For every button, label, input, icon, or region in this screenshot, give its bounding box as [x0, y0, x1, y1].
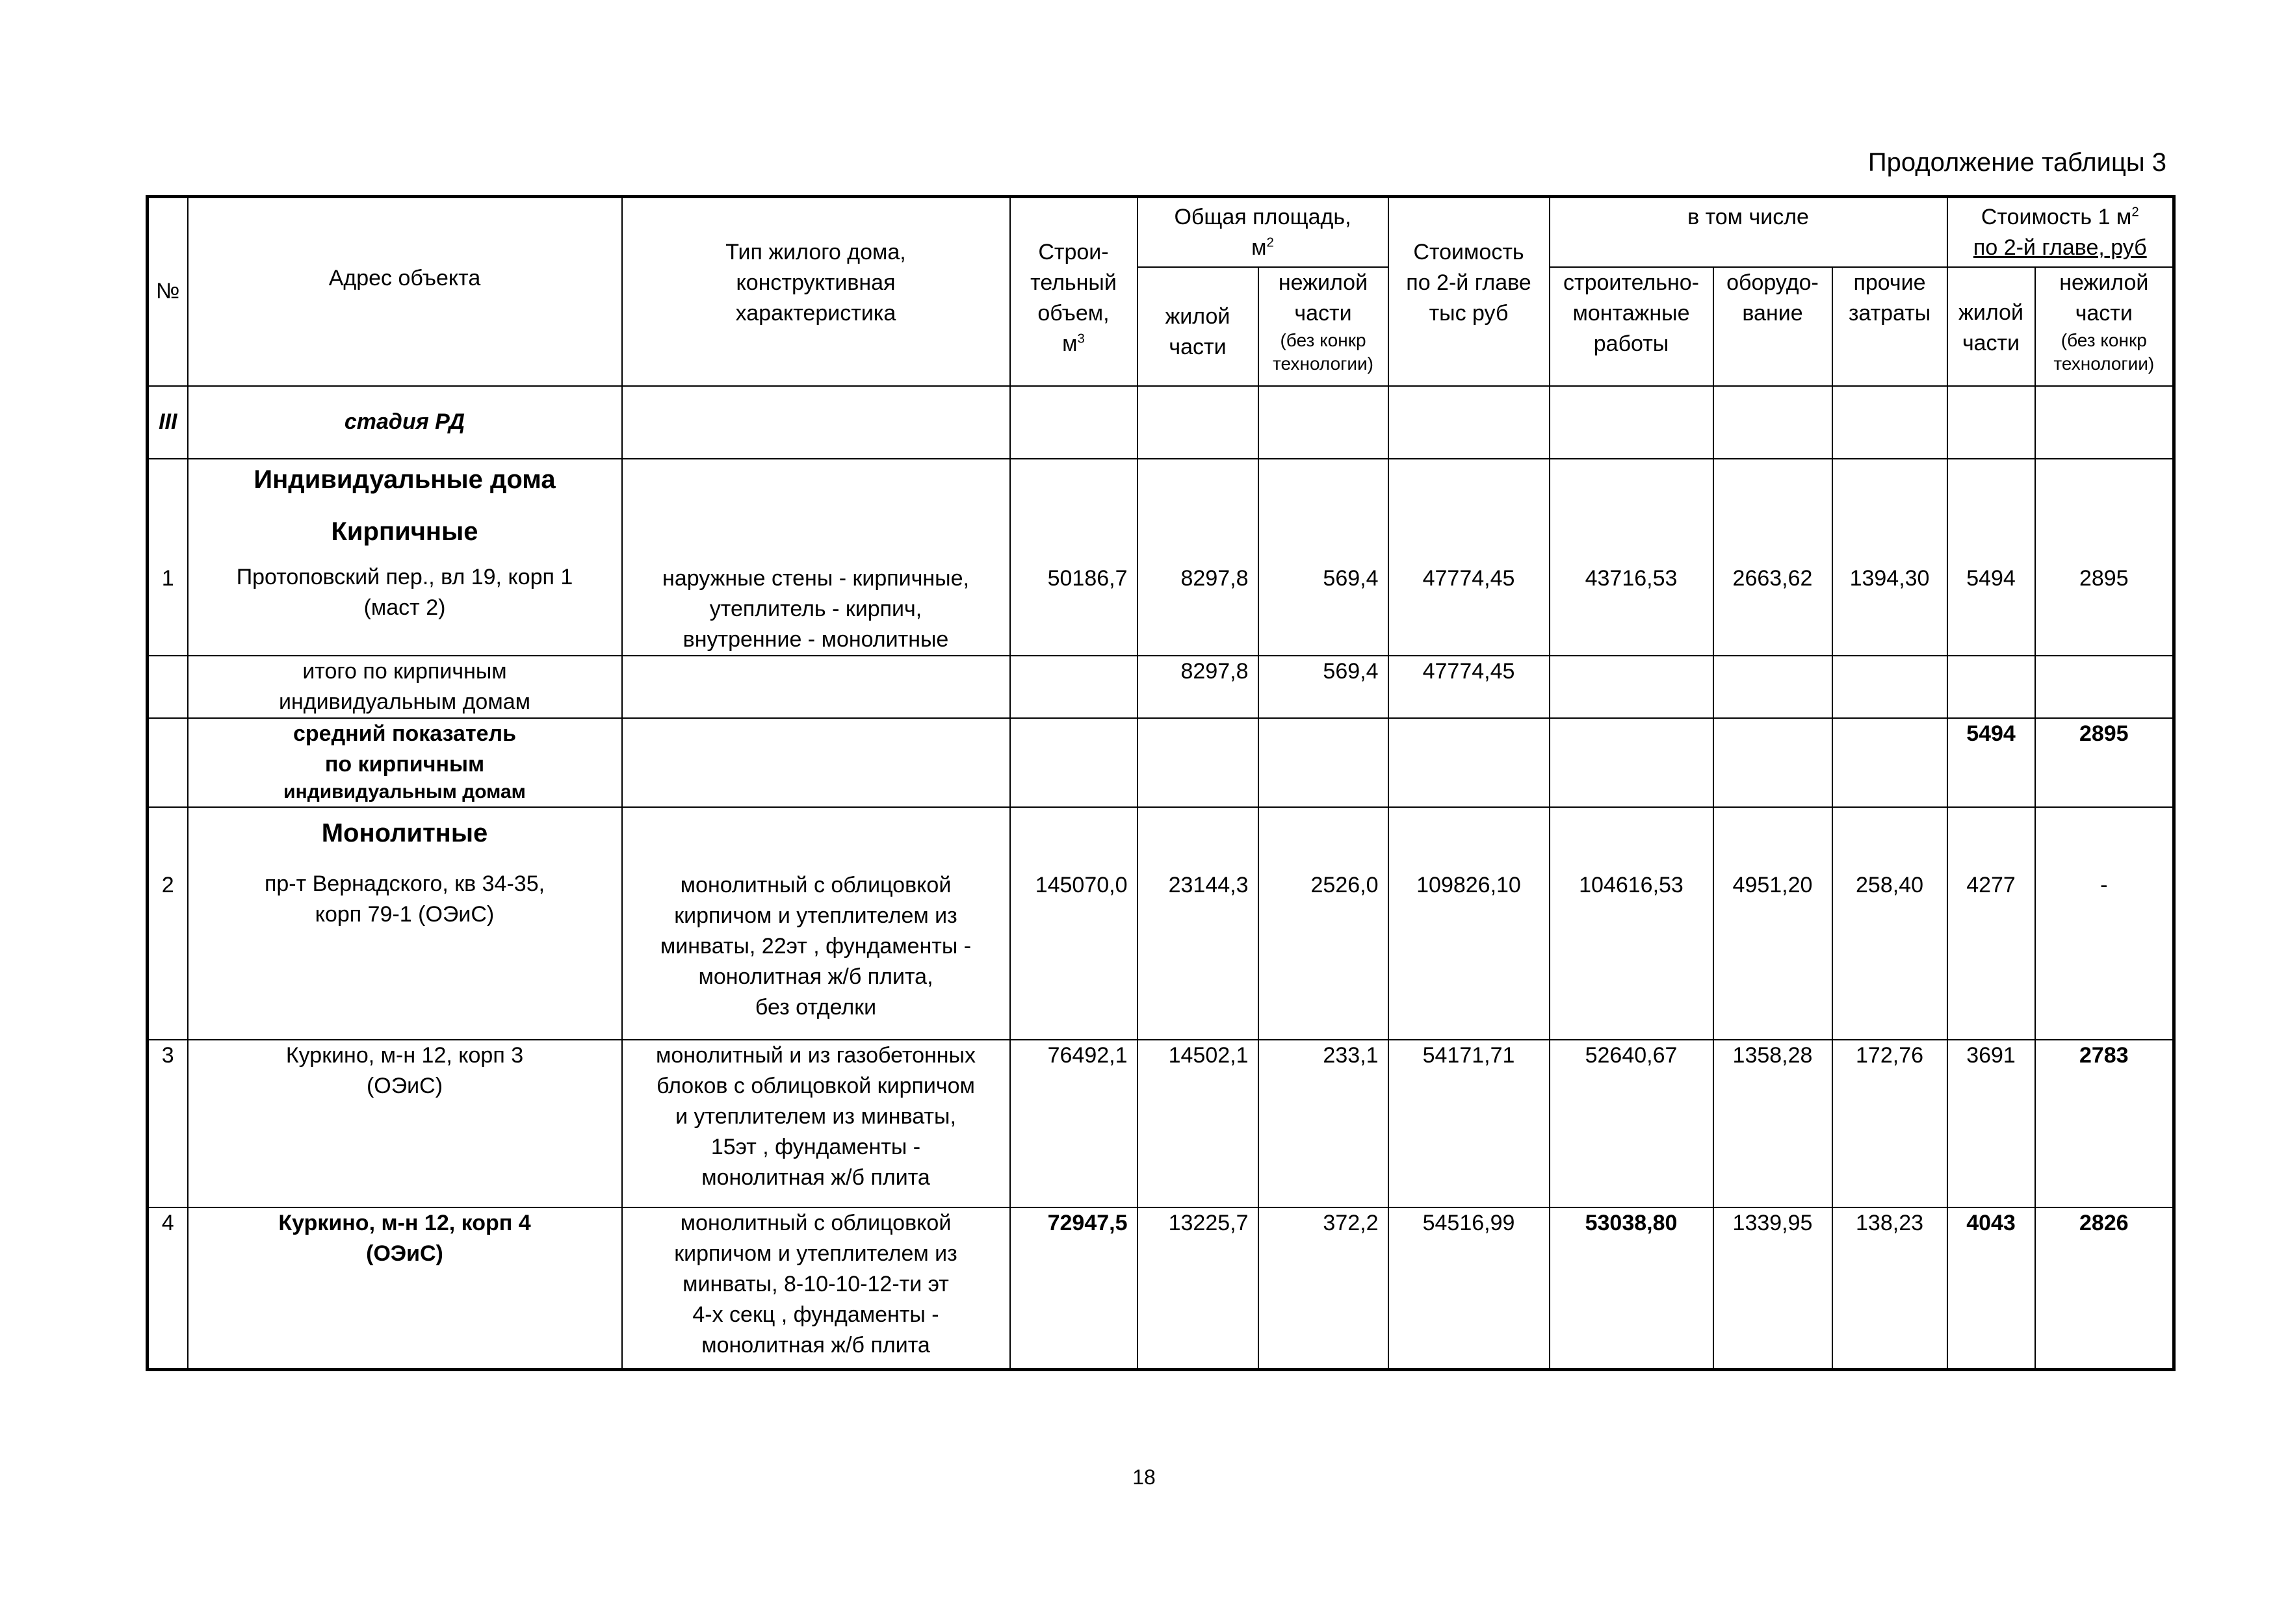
row-unit-nonres: 2895	[2035, 459, 2174, 656]
row-res: 14502,1	[1138, 1040, 1258, 1207]
row-nonres: 569,4	[1258, 459, 1388, 656]
row-address: Монолитные пр-т Вернадского, кв 34-35, корп 79-1 (ОЭиС)	[188, 807, 622, 1040]
total-cost: 47774,45	[1388, 656, 1550, 718]
header-unit-res: жилой части	[1947, 267, 2035, 386]
empty-cell	[1388, 386, 1550, 459]
row-volume: 50186,7	[1010, 459, 1138, 656]
header-area-res: жилой части	[1138, 267, 1258, 386]
row-type: монолитный и из газобетонных блоков с облицовкой кирпичом и утеплителем из минваты, 15эт , фундаменты - монолитная ж/б плита	[622, 1040, 1010, 1207]
row-volume: 72947,5	[1010, 1207, 1138, 1370]
row-equip: 1358,28	[1713, 1040, 1832, 1207]
row-equip: 1339,95	[1713, 1207, 1832, 1370]
row-smr: 104616,53	[1550, 807, 1713, 1040]
section-title: Монолитные	[321, 818, 488, 847]
row-cost: 54516,99	[1388, 1207, 1550, 1370]
row-unit-res: 5494	[1947, 459, 2035, 656]
row-unit-nonres: -	[2035, 807, 2174, 1040]
row-res: 23144,3	[1138, 807, 1258, 1040]
total-label: итого по кирпичным индивидуальным домам	[188, 656, 622, 718]
empty-cell	[622, 656, 1010, 718]
header-incl-group: в том числе	[1550, 197, 1947, 267]
row-unit-res: 4043	[1947, 1207, 2035, 1370]
empty-cell	[1713, 718, 1832, 807]
row-address: Индивидуальные дома Кирпичные Протоповский пер., вл 19, корп 1 (маст 2)	[188, 459, 622, 656]
row-unit-nonres: 2826	[2035, 1207, 2174, 1370]
empty-cell	[148, 718, 188, 807]
header-address: Адрес объекта	[188, 197, 622, 386]
section-title: Индивидуальные дома	[254, 465, 556, 494]
header-cost: Стоимость по 2-й главе тыс руб	[1388, 197, 1550, 386]
empty-cell	[1947, 386, 2035, 459]
row-nonres: 233,1	[1258, 1040, 1388, 1207]
empty-cell	[1550, 718, 1713, 807]
row-num: 3	[148, 1040, 188, 1207]
row-smr: 52640,67	[1550, 1040, 1713, 1207]
total-res: 8297,8	[1138, 656, 1258, 718]
empty-cell	[1832, 656, 1947, 718]
row-res: 13225,7	[1138, 1207, 1258, 1370]
row-nonres: 372,2	[1258, 1207, 1388, 1370]
row-equip: 4951,20	[1713, 807, 1832, 1040]
empty-cell	[1138, 386, 1258, 459]
row-type: наружные стены - кирпичные, утеплитель - кирпич, внутренние - монолитные	[622, 459, 1010, 656]
row-smr: 43716,53	[1550, 459, 1713, 656]
header-smr: строительно- монтажные работы	[1550, 267, 1713, 386]
header-volume: Строи- тельный объем, $м^3$	[1010, 197, 1138, 386]
average-label: средний показатель по кирпичным индивидуальным домам	[188, 718, 622, 807]
row-volume: 145070,0	[1010, 807, 1138, 1040]
row-unit-res: 3691	[1947, 1040, 2035, 1207]
row-cost: 109826,10	[1388, 807, 1550, 1040]
header-num: №	[148, 197, 188, 386]
section-subtitle: Кирпичные	[331, 517, 478, 546]
header-equip: оборудо- вание	[1713, 267, 1832, 386]
row-address: Куркино, м-н 12, корп 4 (ОЭиС)	[188, 1207, 622, 1370]
header-unit-group: Стоимость 1 $м^2$ по 2-й главе, руб	[1947, 197, 2174, 267]
empty-cell	[1258, 718, 1388, 807]
empty-cell	[2035, 386, 2174, 459]
table-row	[148, 1040, 2174, 1207]
header-row-1	[148, 197, 2174, 267]
row-other: 138,23	[1832, 1207, 1947, 1370]
row-num: 1	[148, 459, 188, 656]
header-area-nonres: нежилой части (без конкр технологии)	[1258, 267, 1388, 386]
total-nonres: 569,4	[1258, 656, 1388, 718]
row-cost: 47774,45	[1388, 459, 1550, 656]
empty-cell	[2035, 656, 2174, 718]
empty-cell	[1832, 718, 1947, 807]
table-row	[148, 1207, 2174, 1370]
page-number: 18	[1132, 1465, 1156, 1489]
row-smr: 53038,80	[1550, 1207, 1713, 1370]
empty-cell	[1010, 718, 1138, 807]
header-other: прочие затраты	[1832, 267, 1947, 386]
empty-cell	[1832, 386, 1947, 459]
table-row	[148, 807, 2174, 1040]
average-row	[148, 718, 2174, 807]
empty-cell	[622, 718, 1010, 807]
empty-cell	[1550, 656, 1713, 718]
row-type: монолитный с облицовкой кирпичом и утеплителем из минваты, 22эт , фундаменты - монолитная ж/б плита, без отделки	[622, 807, 1010, 1040]
row-cost: 54171,71	[1388, 1040, 1550, 1207]
stage-row	[148, 386, 2174, 459]
total-row	[148, 656, 2174, 718]
row-volume: 76492,1	[1010, 1040, 1138, 1207]
header-area-group: Общая площадь, $м^2$	[1138, 197, 1388, 267]
empty-cell	[148, 656, 188, 718]
row-res: 8297,8	[1138, 459, 1258, 656]
empty-cell	[1388, 718, 1550, 807]
empty-cell	[1713, 386, 1832, 459]
header-type: Тип жилого дома, конструктивная характеристика	[622, 197, 1010, 386]
row-nonres: 2526,0	[1258, 807, 1388, 1040]
table-caption: Продолжение таблицы 3	[1867, 148, 2166, 177]
empty-cell	[1258, 386, 1388, 459]
row-unit-nonres: 2783	[2035, 1040, 2174, 1207]
row-unit-res: 4277	[1947, 807, 2035, 1040]
row-type: монолитный с облицовкой кирпичом и утеплителем из минваты, 8-10-10-12-ти эт 4-х секц , фундаменты - монолитная ж/б плита	[622, 1207, 1010, 1370]
table-row	[148, 459, 2174, 656]
empty-cell	[1138, 718, 1258, 807]
row-other: 1394,30	[1832, 459, 1947, 656]
empty-cell	[1010, 386, 1138, 459]
row-num: 2	[148, 807, 188, 1040]
stage-label: стадия РД	[188, 386, 622, 459]
average-unit-nonres: 2895	[2035, 718, 2174, 807]
empty-cell	[1550, 386, 1713, 459]
row-address: Куркино, м-н 12, корп 3 (ОЭиС)	[188, 1040, 622, 1207]
row-other: 258,40	[1832, 807, 1947, 1040]
cost-table	[146, 195, 2176, 1371]
average-unit-res: 5494	[1947, 718, 2035, 807]
stage-num: III	[148, 386, 188, 459]
row-num: 4	[148, 1207, 188, 1370]
row-equip: 2663,62	[1713, 459, 1832, 656]
header-unit-nonres: нежилой части (без конкр технологии)	[2035, 267, 2174, 386]
row-other: 172,76	[1832, 1040, 1947, 1207]
empty-cell	[1713, 656, 1832, 718]
empty-cell	[1010, 656, 1138, 718]
empty-cell	[622, 386, 1010, 459]
empty-cell	[1947, 656, 2035, 718]
